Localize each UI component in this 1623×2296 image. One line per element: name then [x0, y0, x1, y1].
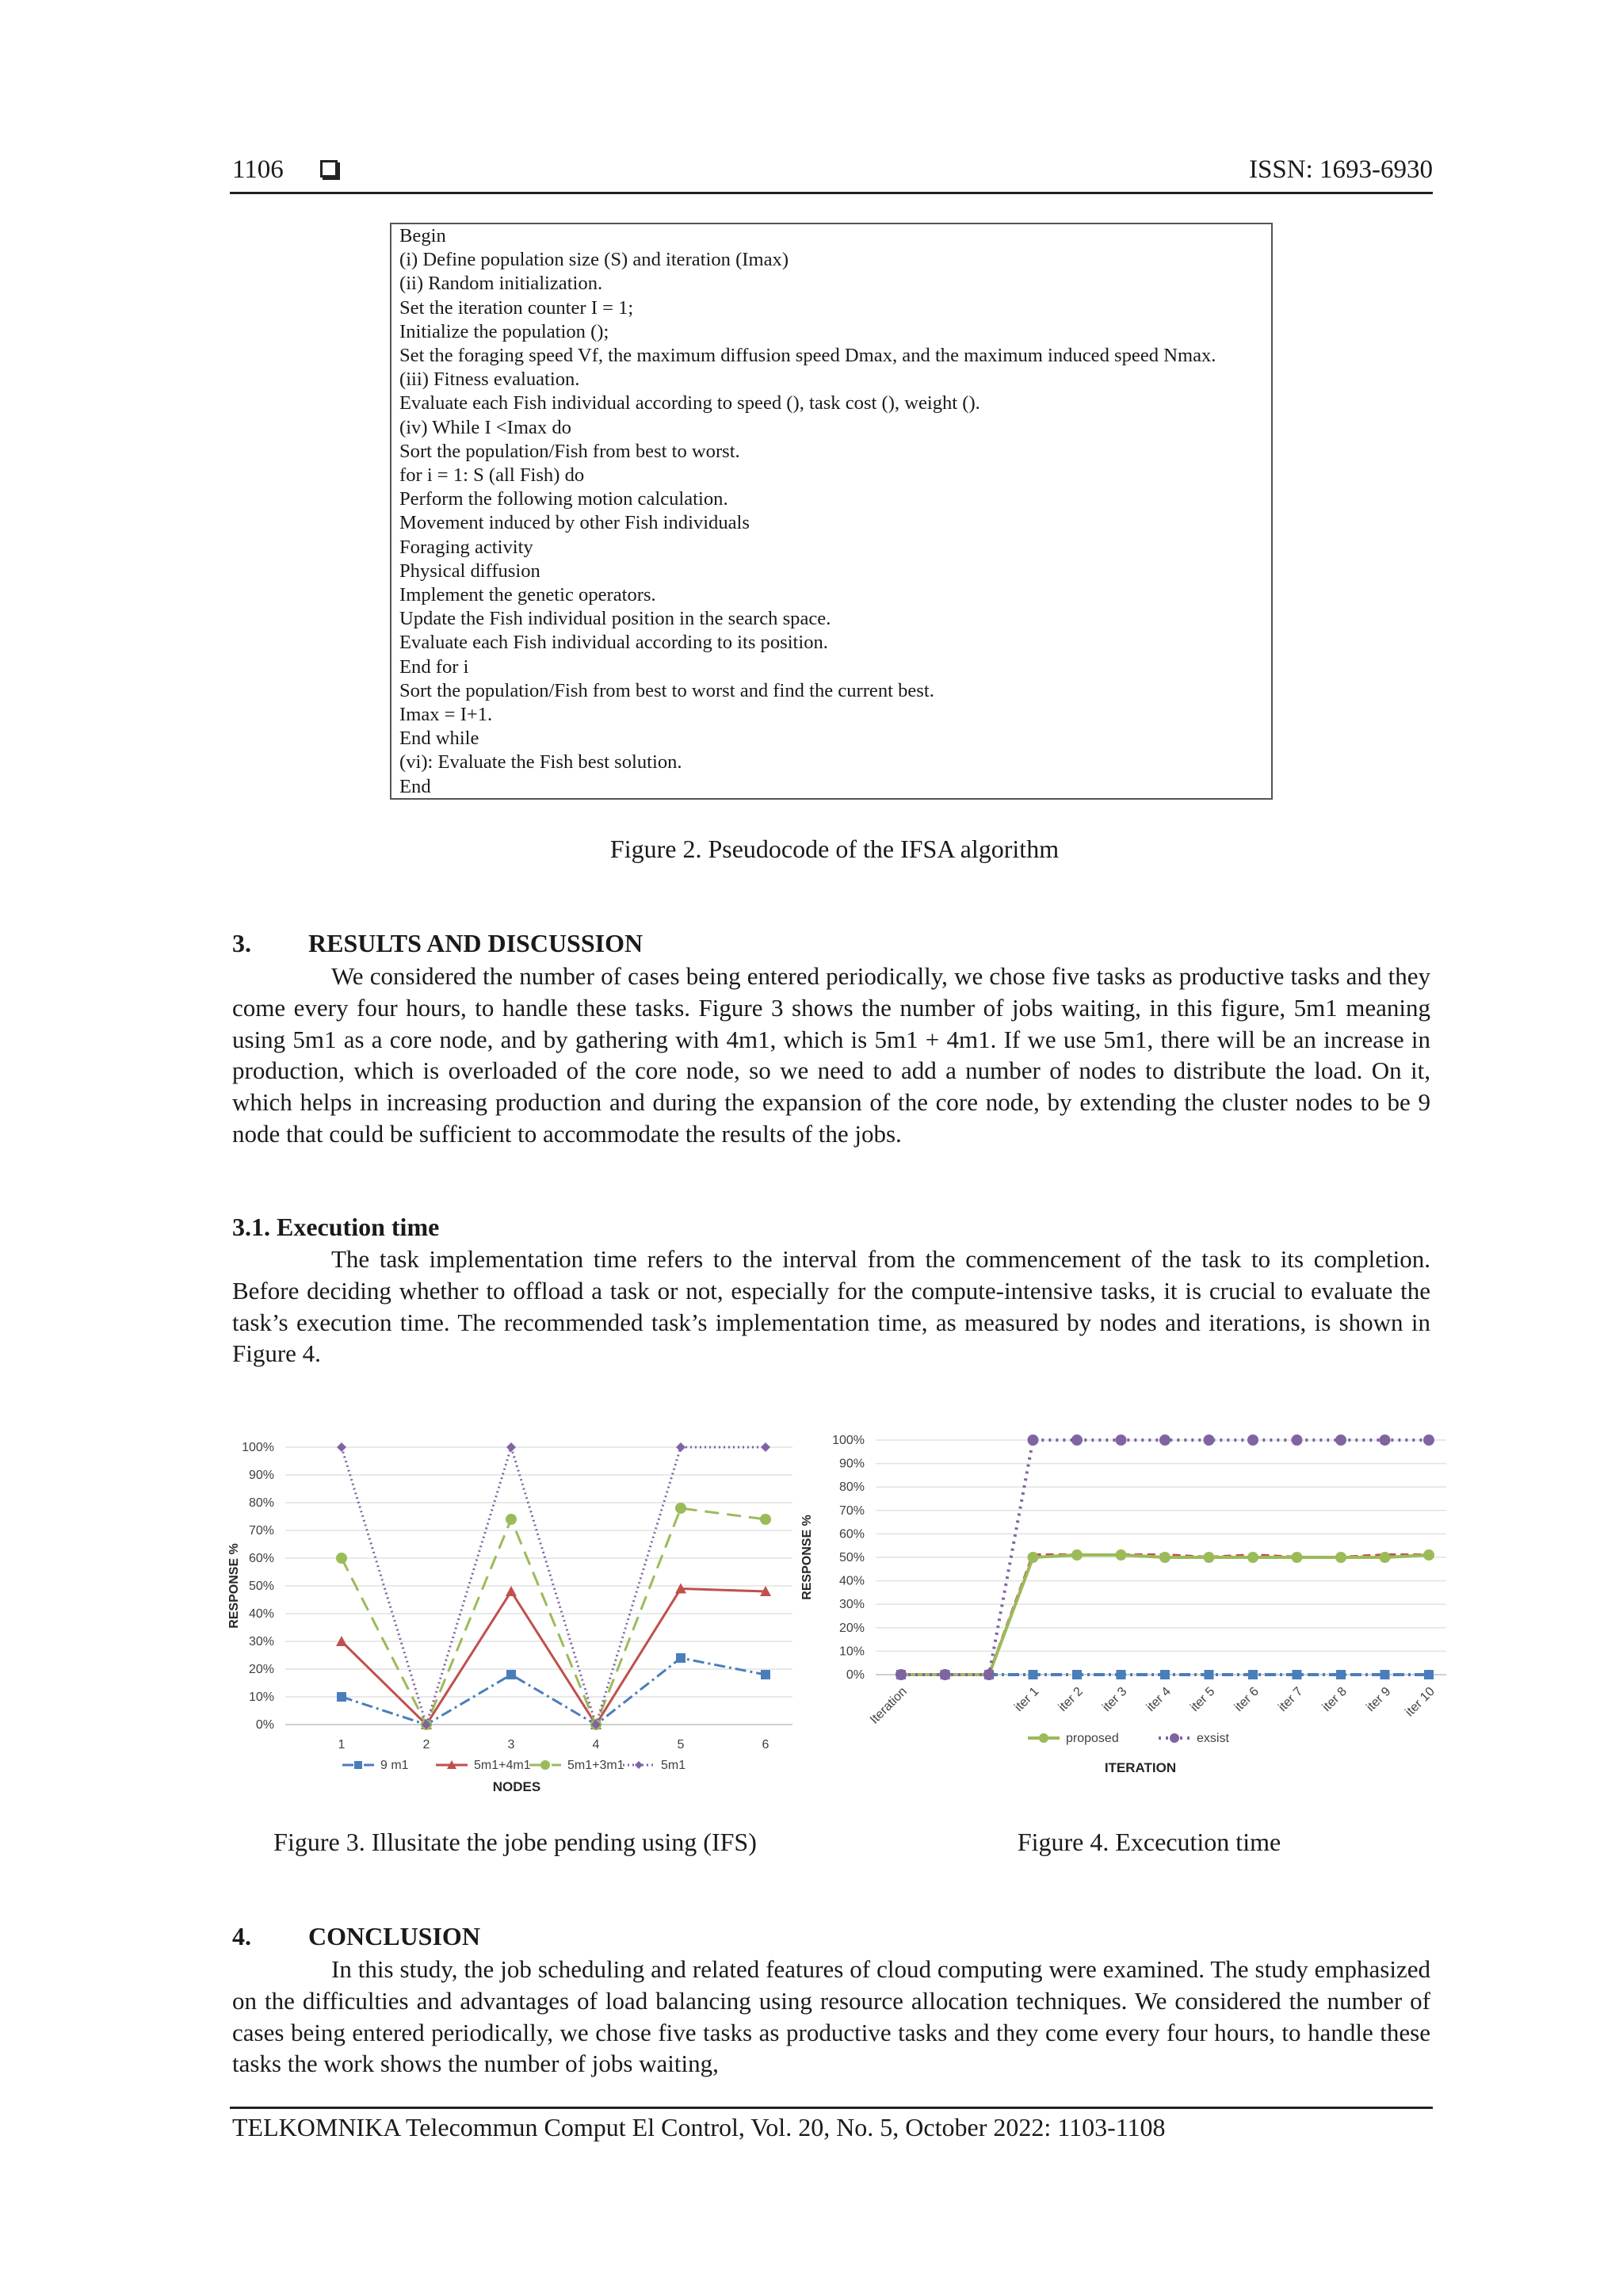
data-point [1424, 1670, 1434, 1679]
y-tick-label: 0% [846, 1668, 865, 1682]
pseudocode-line: (i) Define population size (S) and iteration (Imax) [399, 249, 789, 271]
data-point [1336, 1670, 1346, 1679]
y-tick-label: 90% [248, 1469, 274, 1482]
y-tick-label: 40% [248, 1607, 274, 1621]
data-point [1292, 1435, 1303, 1446]
data-point [1381, 1670, 1390, 1679]
y-tick-label: 20% [838, 1621, 865, 1635]
x-tick-label: iter 5 [1188, 1684, 1218, 1714]
pseudocode-line: Begin [399, 225, 446, 246]
data-point [1335, 1435, 1346, 1446]
pseudocode-line: End while [399, 728, 479, 750]
legend-label: 9 m1 [380, 1759, 409, 1772]
y-tick-label: 40% [838, 1574, 865, 1588]
data-point [1204, 1435, 1215, 1446]
data-point [506, 1670, 516, 1679]
y-tick-label: 50% [248, 1580, 274, 1593]
x-tick-label: iter 1 [1012, 1684, 1042, 1714]
data-point [1159, 1435, 1170, 1446]
x-tick-label: 1 [338, 1738, 346, 1752]
series-line [342, 1508, 766, 1725]
data-point [1292, 1552, 1303, 1563]
data-point [1293, 1670, 1302, 1679]
y-tick-label: 90% [838, 1457, 865, 1471]
header-rule [230, 192, 1433, 194]
x-axis-title: NODES [492, 1779, 541, 1794]
y-tick-label: 30% [248, 1635, 274, 1648]
x-tick-label: iter 6 [1232, 1684, 1262, 1714]
data-point [1072, 1670, 1082, 1679]
y-tick-label: 0% [255, 1718, 274, 1732]
series-line [342, 1658, 766, 1725]
y-tick-label: 70% [838, 1503, 865, 1518]
data-point [760, 1514, 771, 1525]
pseudocode-line: (ii) Random initialization. [399, 273, 603, 295]
x-tick-label: 4 [592, 1738, 600, 1752]
section4-heading: 4. CONCLUSION [232, 1922, 480, 1950]
data-point [1335, 1552, 1346, 1563]
x-axis-title: ITERATION [1104, 1760, 1177, 1775]
data-point [1028, 1435, 1039, 1446]
data-point [1247, 1435, 1258, 1446]
legend-label: 5m1+3m1 [567, 1759, 624, 1772]
issn: ISSN: 1693-6930 [1249, 155, 1433, 184]
pseudocode-line: End for i [399, 655, 469, 678]
figure2-caption: Figure 2. Pseudocode of the IFSA algorithm [609, 835, 1060, 863]
y-tick-label: 60% [838, 1527, 865, 1541]
y-tick-label: 80% [248, 1496, 274, 1510]
y-tick-label: 30% [838, 1598, 865, 1612]
y-tick-label: 20% [248, 1663, 274, 1676]
y-tick-label: 100% [242, 1441, 274, 1454]
data-point [1039, 1733, 1048, 1743]
data-point [761, 1670, 770, 1679]
data-point [1247, 1552, 1258, 1563]
pseudocode-line: Movement induced by other Fish individuals [399, 512, 750, 534]
pseudocode-box [390, 223, 1273, 800]
figure3-caption: Figure 3. Illusitate the jobe pending using (IFS) [273, 1828, 757, 1856]
data-point [676, 1653, 685, 1663]
x-tick-label: Iteration [867, 1684, 910, 1727]
y-tick-label: 10% [838, 1645, 865, 1659]
y-axis-title: RESPONSE % [227, 1543, 241, 1629]
section31-paragraph: The task implementation time refers to the interval from the commencement of the task to its completion. Before deciding whether to offload a task or not, especially for the compute-intensive tasks, it is crucial to evaluate the task’s execution time. The recommended task’s implementation time, as measured by nodes and iterations, is shown in Figure 4. [232, 1245, 1430, 1368]
y-tick-label: 50% [838, 1551, 865, 1564]
data-point [1159, 1552, 1170, 1563]
pseudocode-line: Set the iteration counter I = 1; [399, 296, 634, 319]
data-point [506, 1586, 517, 1596]
legend-label: exsist [1197, 1732, 1229, 1745]
data-point [540, 1760, 550, 1770]
data-point [336, 1553, 347, 1564]
figure4-caption: Figure 4. Excecution time [1017, 1828, 1281, 1856]
data-point [676, 1442, 685, 1452]
x-tick-label: 6 [762, 1738, 769, 1752]
x-tick-label: iter 2 [1056, 1684, 1086, 1714]
data-point [354, 1761, 362, 1769]
data-point [1071, 1435, 1083, 1446]
series-line [901, 1555, 1429, 1675]
pseudocode-line: Implement the genetic operators. [399, 584, 656, 606]
data-point [1380, 1552, 1391, 1563]
x-tick-label: 5 [677, 1738, 685, 1752]
data-point [1248, 1670, 1258, 1679]
data-point [635, 1761, 643, 1769]
data-point [675, 1503, 686, 1514]
footer-citation: TELKOMNIKA Telecommun Comput El Control, Vol. 20, No. 5, October 2022: 1103-1108 [232, 2113, 1166, 2141]
data-point [1205, 1670, 1214, 1679]
data-point [1029, 1670, 1038, 1679]
pseudocode-line: Sort the population/Fish from best to worst. [399, 440, 740, 462]
legend-label: proposed [1066, 1732, 1119, 1745]
pseudocode-line: Sort the population/Fish from best to worst and find the current best. [399, 679, 934, 701]
pseudocode-line: Perform the following motion calculation. [399, 488, 728, 510]
series-line [901, 1555, 1429, 1675]
pseudocode-line: Evaluate each Fish individual according to speed (), task cost (), weight (). [399, 392, 980, 415]
data-point [761, 1442, 770, 1452]
data-point [1028, 1552, 1039, 1563]
data-point [940, 1669, 951, 1680]
pseudocode-line: (iv) While I <Imax do [399, 416, 571, 438]
pseudocode-line: (vi): Evaluate the Fish best solution. [399, 751, 682, 774]
pseudocode-line: Foraging activity [399, 536, 533, 558]
data-point [337, 1442, 346, 1452]
figure4-chart [796, 1419, 1462, 1807]
pseudocode-line: Initialize the population (); [399, 320, 609, 342]
section3-paragraph: We considered the number of cases being entered periodically, we chose five tasks as productive tasks and they come every four hours, to handle these tasks. Figure 3 shows the number of jobs waiting, in this figure, 5m1 meaning using 5m1 as a core node, and by gathering with 4m1, which is 5m1 + 4m1. If we use 5m1, there will be an increase in production, which is overloaded of the core node, so we need to add a number of nodes to distribute the load. On it, which helps in increasing production and during the expansion of the core node, by extending the cluster nodes to be 9 node that could be sufficient to accommodate the results of the jobs. [232, 962, 1430, 1148]
pseudocode-line: (iii) Fitness evaluation. [399, 369, 580, 391]
data-point [506, 1442, 516, 1452]
section4-paragraph: In this study, the job scheduling and related features of cloud computing were examined. The study emphasized on the difficulties and advantages of load balancing using resource allocation techniques. We considered the number of cases being entered periodically, we chose five tasks as productive tasks and they come every four hours, to handle these tasks the work shows the number of jobs waiting, [232, 1955, 1430, 2078]
data-point [1204, 1552, 1215, 1563]
data-point [983, 1669, 995, 1680]
x-tick-label: iter 3 [1100, 1684, 1130, 1714]
y-axis-title: RESPONSE % [800, 1515, 814, 1600]
pseudocode-line: Update the Fish individual position in the search space. [399, 608, 831, 630]
pseudocode-line: Physical diffusion [399, 560, 540, 582]
data-point [1117, 1670, 1126, 1679]
footer-rule [230, 2107, 1433, 2109]
pseudocode-line: for i = 1: S (all Fish) do [399, 464, 585, 487]
x-tick-label: iter 10 [1403, 1684, 1438, 1720]
pseudocode-line: Imax = I+1. [399, 704, 493, 726]
pseudocode-line: Evaluate each Fish individual according to its position. [399, 632, 828, 654]
data-point [337, 1692, 346, 1702]
data-point [896, 1669, 907, 1680]
section31-heading: 3.1. Execution time [232, 1213, 440, 1241]
section3-heading: 3. RESULTS AND DISCUSSION [232, 929, 643, 957]
data-point [1423, 1549, 1434, 1561]
data-point [1071, 1549, 1083, 1561]
page-number: 1106 [232, 155, 338, 185]
data-point [1116, 1435, 1127, 1446]
legend-label: 5m1 [661, 1759, 686, 1772]
y-tick-label: 70% [248, 1524, 274, 1538]
y-tick-label: 80% [838, 1480, 865, 1495]
figure3-chart [222, 1419, 808, 1807]
data-point [1160, 1670, 1170, 1679]
pseudocode-line: End [399, 775, 431, 797]
x-tick-label: 3 [507, 1738, 515, 1752]
pseudocode-line: Set the foraging speed Vf, the maximum diffusion speed Dmax, and the maximum induced speed Nmax. [399, 345, 1216, 367]
x-tick-label: iter 9 [1364, 1684, 1394, 1714]
x-tick-label: iter 8 [1319, 1684, 1350, 1714]
y-tick-label: 60% [248, 1552, 274, 1565]
x-tick-label: iter 7 [1276, 1684, 1306, 1714]
data-point [1380, 1435, 1391, 1446]
x-tick-label: 2 [422, 1738, 430, 1752]
legend-label: 5m1+4m1 [474, 1759, 531, 1772]
data-point [506, 1514, 517, 1525]
y-tick-label: 100% [832, 1434, 865, 1447]
data-point [1170, 1733, 1179, 1743]
y-tick-label: 10% [248, 1690, 274, 1704]
data-point [1423, 1435, 1434, 1446]
data-point [1116, 1549, 1127, 1561]
square-icon [320, 160, 338, 178]
x-tick-label: iter 4 [1144, 1684, 1174, 1714]
